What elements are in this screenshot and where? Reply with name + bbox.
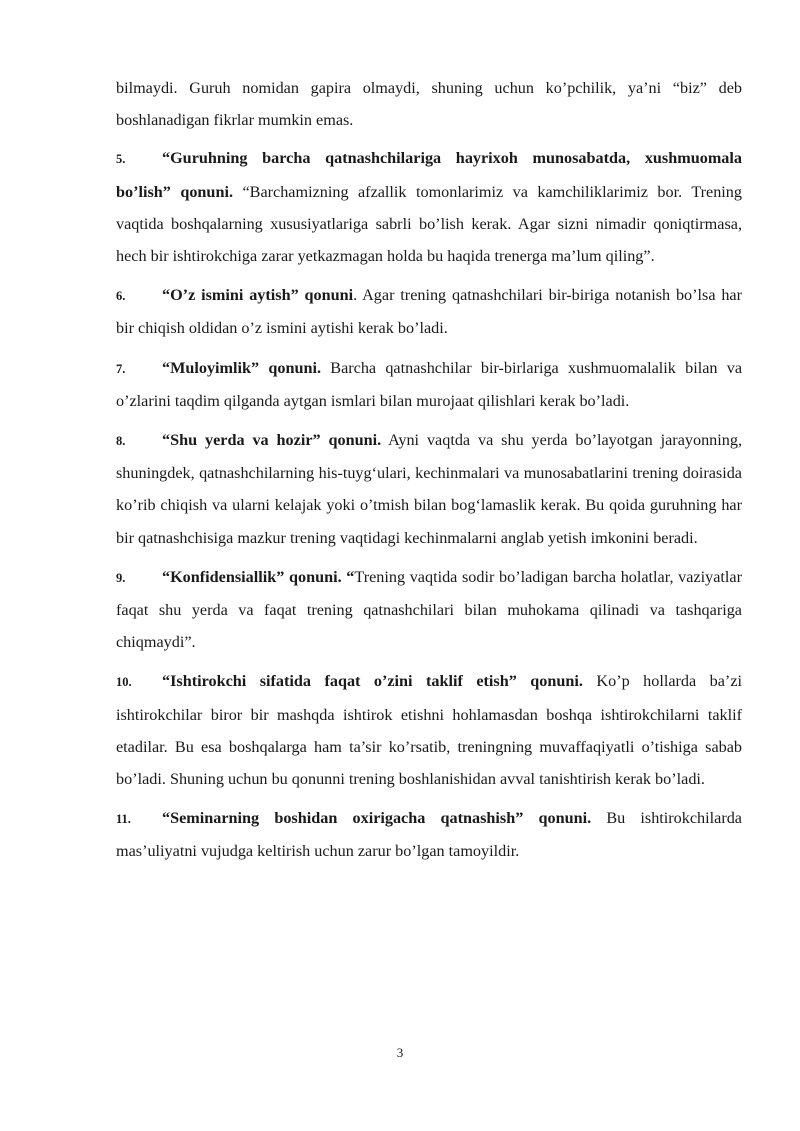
list-item: [116, 802, 742, 867]
item-body: Bu ishtirokchilarda mas’uliyatni vujudga keltirish uchun zarur bo’lgan tamoyildir.: [116, 809, 742, 861]
item-body: Trening vaqtida sodir bo’ladigan barcha holatlar, vaziyatlar faqat shu yerda va faqat trening qatnashchilari bilan muhokama qilinadi va tashqariga chiqmaydi”.: [116, 567, 742, 652]
item-number: 6.: [116, 289, 126, 304]
item-body: Ayni vaqtda va shu yerda bo’layotgan jarayonning, shuningdek, qatnashchilarning his-tuyg‘ulari, kechinmalari va munosabatlarini trening doirasida ko’rib chiqish va ularni kelajak yoki o’tmish bilan bog‘lamaslik kerak. Bu qoida guruhning har bir qatnashchisiga mazkur trening vaqtidagi kechinmalarni anglab yetish imkonini beradi.: [116, 431, 742, 547]
list-item: [116, 352, 742, 417]
item-body: Barcha qatnashchilar bir-birlariga xushmuomalalik bilan va o’zlarini taqdim qilganda aytgan ismlari bilan murojaat qilishlari kerak bo’ladi.: [116, 358, 742, 410]
list-item: [116, 279, 742, 344]
list-item: [116, 142, 742, 272]
list-item: [116, 665, 742, 795]
item-title: “Guruhning barcha qatnashchilariga hayrixoh munosabatda, xushmuomala bo’lish” qonuni.: [116, 149, 742, 201]
page-number: 3: [396, 1045, 404, 1060]
list-item: [116, 561, 742, 659]
item-title: “O’z ismini aytish” qonuni: [162, 286, 354, 305]
item-number: 9.: [116, 570, 126, 585]
item-body: “Barchamizning afzallik tomonlarimiz va kamchiliklarimiz bor. Trening vaqtida boshqalarning xususiyatlariga sabrli bo’lish kerak. Agar sizni nimadir qoniqtirmasa, hech bir ishtirokchiga zarar yetkazmagan holda bu haqida trenerga ma’lum qiling”.: [116, 182, 742, 266]
item-title: “Muloyimlik” qonuni.: [162, 358, 322, 377]
document-page: [116, 72, 742, 875]
item-number: 10.: [116, 675, 132, 690]
item-body: . Agar trening qatnashchilari bir-biriga notanish bo’lsa har bir chiqish oldidan o’z ismini aytishi kerak bo’ladi.: [116, 286, 743, 338]
item-body: Ko’p hollarda ba’zi ishtirokchilar biror bir mashqda ishtirok etishni hohlamasdan boshqa ishtirokchilarni taklif etadilar. Bu esa boshqalarga ham ta’sir ko’rsatib, treningning muvaffaqiyatli o’tishiga sabab bo’ladi. Shuning uchun bu qonunni trening boshlanishidan avval tanishtirish kerak bo’ladi.: [116, 672, 743, 789]
item-number: 7.: [116, 361, 126, 376]
item-title: “Konfidensiallik” qonuni. “: [162, 567, 355, 586]
item-title: “Ishtirokchi sifatida faqat o’zini taklif etish” qonuni.: [162, 672, 583, 691]
item-number: 5.: [116, 152, 126, 167]
item-number: 11.: [116, 812, 131, 827]
item-number: 8.: [116, 434, 126, 449]
item-title: “Seminarning boshidan oxirigacha qatnashish” qonuni.: [162, 809, 592, 828]
list-item: [116, 424, 742, 554]
item-title: “Shu yerda va hozir” qonuni.: [162, 431, 382, 450]
intro-paragraph: bilmaydi. Guruh nomidan gapira olmaydi, shuning uchun ko’pchilik, ya’ni “biz” deb boshlanadigan fikrlar mumkin emas.: [116, 79, 742, 130]
